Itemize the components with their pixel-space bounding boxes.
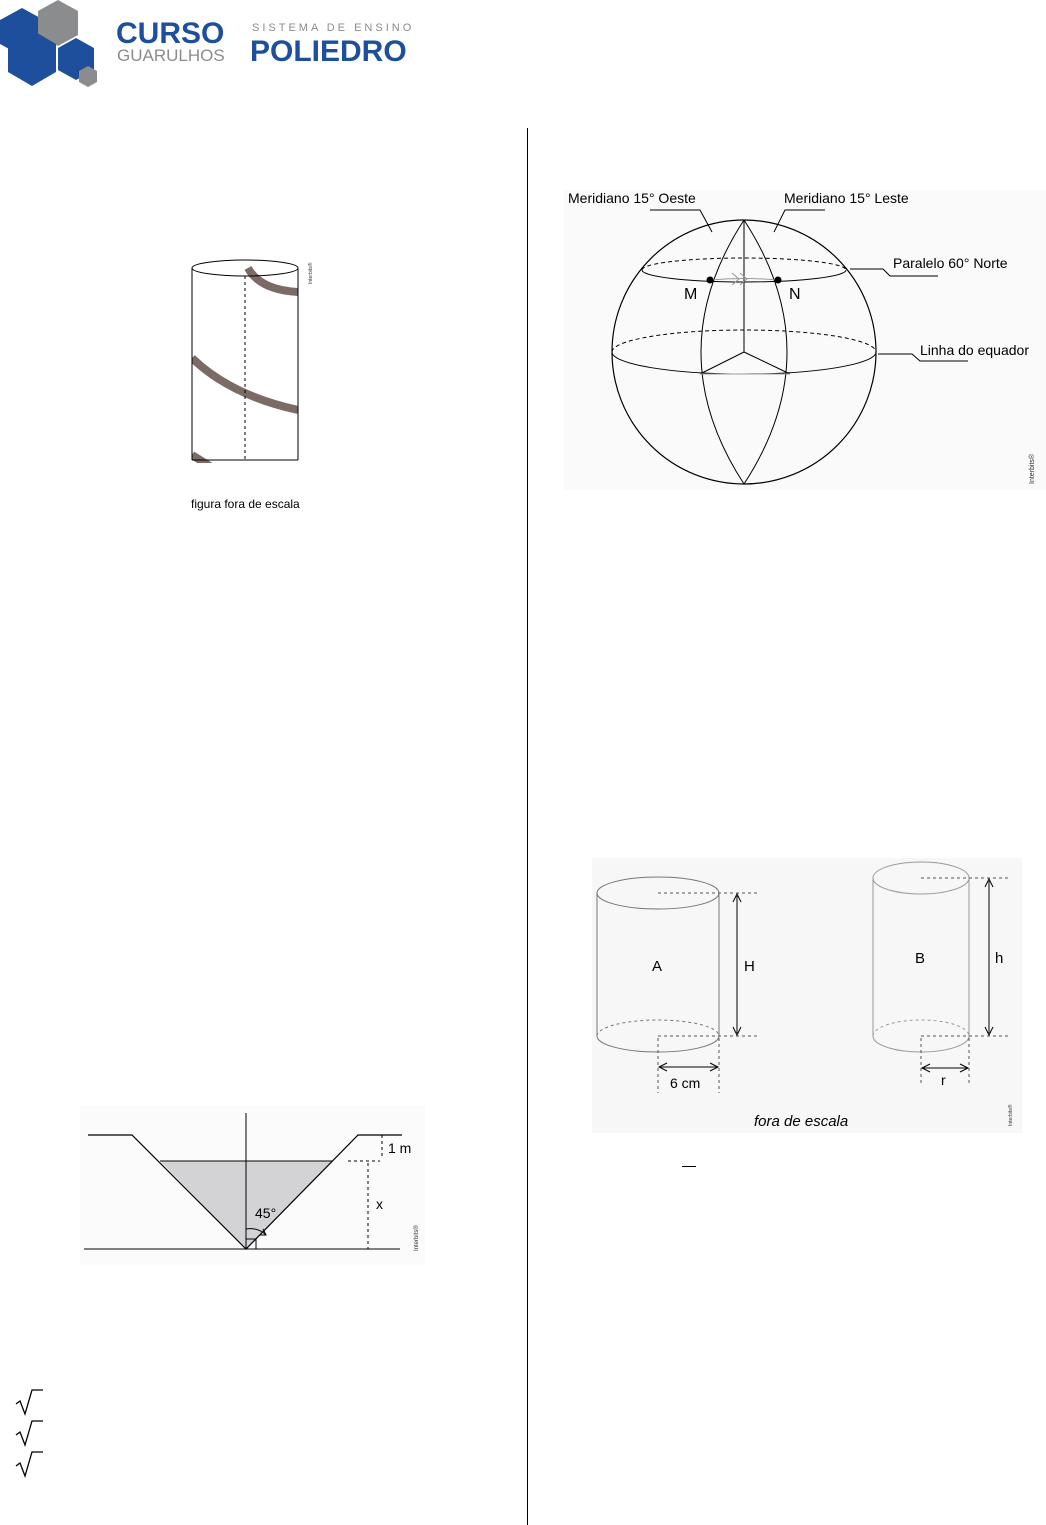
- logo-guarulhos-text: GUARULHOS: [117, 46, 225, 65]
- cylinders-credit: Interbits®: [1008, 1104, 1014, 1126]
- logo-tagline-text: SISTEMA DE ENSINO: [252, 22, 415, 34]
- label-r: r: [941, 1072, 946, 1088]
- logo-poliedro-text: POLIEDRO: [250, 35, 407, 68]
- globe-credit: Interbits®: [1029, 453, 1036, 484]
- label-meridian-west: Meridiano 15° Oeste: [568, 190, 696, 206]
- globe-figure: [560, 180, 1046, 495]
- logo-curso-text: CURSO: [116, 17, 225, 50]
- header-logo: [0, 0, 420, 90]
- cylinders-caption: fora de escala: [754, 1113, 849, 1130]
- channel-figure: [80, 1105, 425, 1265]
- label-equator: Linha do equador: [920, 342, 1029, 358]
- sqrt-icon: [14, 1450, 44, 1478]
- label-6cm: 6 cm: [670, 1075, 701, 1091]
- label-parallel: Paralelo 60° Norte: [893, 255, 1008, 271]
- point-n: [775, 277, 782, 284]
- label-cylinder-b: B: [915, 950, 926, 967]
- sqrt-icon: [14, 1419, 44, 1447]
- cylinder-stripes-figure: [180, 250, 320, 515]
- column-divider: [527, 128, 528, 1525]
- hexagon-logo-icon: [0, 0, 97, 87]
- cylinders-ab-figure: [592, 858, 1022, 1133]
- label-big-h: H: [744, 958, 755, 975]
- label-point-n: N: [789, 286, 801, 303]
- fraction-bar: [682, 1166, 696, 1167]
- label-cylinder-a: A: [652, 958, 663, 975]
- label-x: x: [376, 1196, 383, 1212]
- channel-credit: Interbits®: [414, 1225, 420, 1251]
- label-point-m: M: [684, 286, 698, 303]
- sqrt-icon: [14, 1388, 44, 1416]
- cylinder-credit: Interbits®: [308, 262, 314, 284]
- label-meridian-east: Meridiano 15° Leste: [784, 190, 909, 206]
- cylinder-caption: figura fora de escala: [191, 497, 300, 511]
- point-m: [707, 277, 714, 284]
- label-angle: 45°: [255, 1205, 277, 1221]
- label-1m: 1 m: [388, 1140, 412, 1156]
- cylinder-top-ellipse: [192, 260, 298, 276]
- label-small-h: h: [995, 950, 1004, 967]
